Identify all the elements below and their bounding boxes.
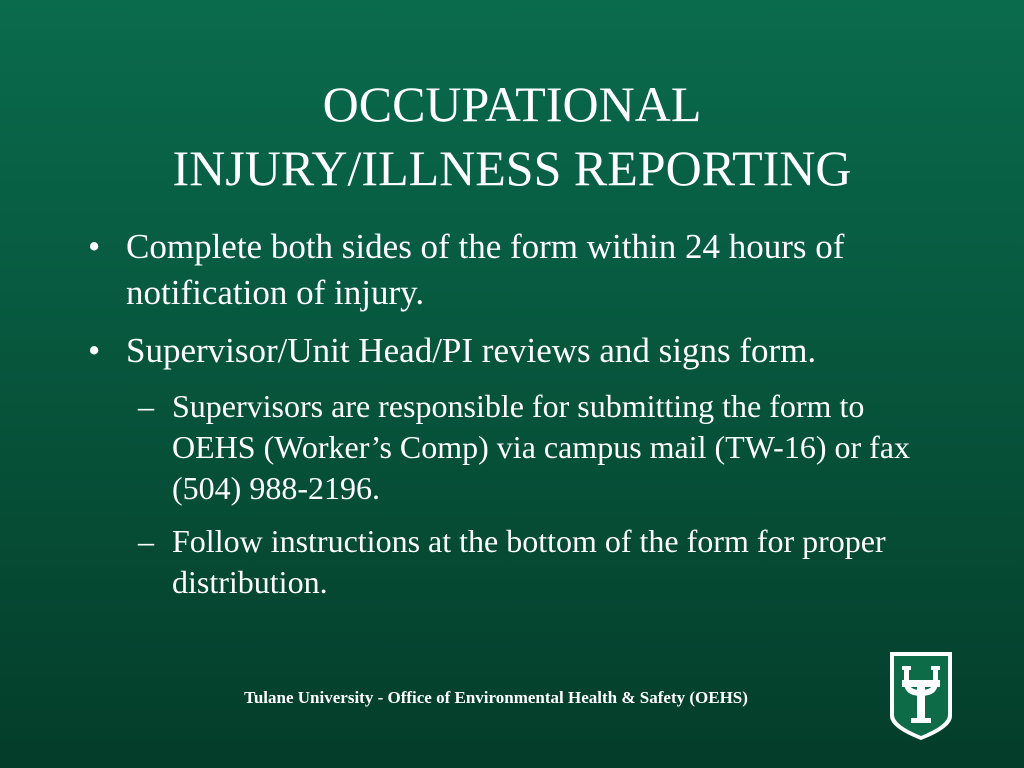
tulane-logo-icon (888, 650, 954, 742)
slide-title-line-2: INJURY/ILLNESS REPORTING (172, 140, 852, 196)
bullet-item-complete-form (88, 224, 948, 316)
bullet-item-supervisor-signs (88, 328, 948, 374)
slide-footer: Tulane University - Office of Environmental Health & Safety (OEHS) (244, 688, 748, 707)
bullet-text: Supervisor/Unit Head/PI reviews and signs form. (126, 331, 817, 370)
sub-bullet-group (88, 386, 948, 603)
sub-bullet-item-submit-form (88, 386, 912, 509)
slide-title (60, 72, 964, 200)
bullet-list (88, 224, 948, 615)
sub-bullet-text: Supervisors are responsible for submitting the form to OEHS (Worker’s Comp) via campus mail (TW-16) or fax (504) 988-2196. (172, 388, 910, 506)
sub-bullet-marker: – (138, 523, 154, 559)
bullet-marker: • (88, 331, 101, 370)
sub-bullet-marker: – (138, 388, 154, 424)
bullet-text: Complete both sides of the form within 24 hours of notification of injury. (126, 227, 845, 312)
bullet-marker: • (88, 227, 101, 266)
slide-title-line-1: OCCUPATIONAL (322, 76, 702, 132)
sub-bullet-list (88, 386, 948, 603)
sub-bullet-item-follow-instructions (88, 521, 912, 603)
sub-bullet-text: Follow instructions at the bottom of the form for proper distribution. (172, 523, 886, 600)
